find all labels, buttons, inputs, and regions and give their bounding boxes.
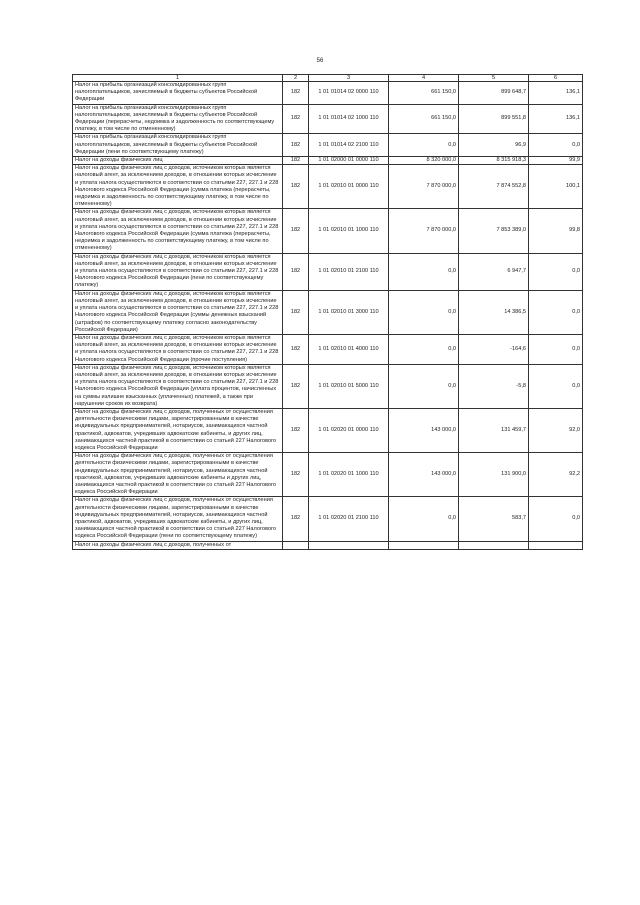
- table-row: [73, 290, 583, 334]
- row-actual-value: 899 648,7: [459, 82, 529, 105]
- table-row: [73, 134, 583, 157]
- row-actual-value: 131 900,0: [459, 453, 529, 497]
- row-percent-value: 100,1: [529, 165, 583, 209]
- row-name: Налог на доходы физических лиц с доходов, источником которых является налоговый агент, за исключением доходов, в отношении которых исчисление и уплата налога осуществляются в соответствии со статьями 227, 227.1 и 228 Налогового кодекса Российской Федерации (суммы денежных взысканий (штрафов) по соответствующему платежу согласно законодательству Российской Федерации): [73, 290, 283, 334]
- row-percent-value: 0,0: [529, 334, 583, 364]
- row-percent-value: 0,0: [529, 364, 583, 408]
- table-row: [73, 104, 583, 134]
- row-admin-code: 182: [283, 82, 309, 105]
- table-row: [73, 209, 583, 253]
- row-admin-code: [283, 541, 309, 549]
- table-row: [73, 82, 583, 105]
- row-plan-value: 7 870 000,0: [389, 209, 459, 253]
- row-budget-code: 1 01 02000 01 0000 110: [309, 157, 389, 165]
- row-budget-code: [309, 541, 389, 549]
- row-budget-code: 1 01 02020 01 1000 110: [309, 453, 389, 497]
- row-admin-code: 182: [283, 209, 309, 253]
- row-percent-value: 99,9: [529, 157, 583, 165]
- row-name: Налог на доходы физических лиц с доходов, источником которых является налоговый агент, за исключением доходов, в отношении которых исчисление и уплата налога осуществляются в соответствии со статьями 227, 227.1 и 228 Налогового кодекса Российской Федерации (сумма платежа (перерасчеты, недоимка и задолженность по соответствующему платежу, в том числе по отмененному): [73, 209, 283, 253]
- column-header: 5: [459, 75, 529, 82]
- row-plan-value: 661 150,0: [389, 104, 459, 134]
- row-name: Налог на доходы физических лиц с доходов, полученных от осуществления деятельности физическими лицами, зарегистрированными в качестве индивидуальных предпринимателей, нотариусов, занимающихся частной практикой, адвокатов, учредивших адвокатские кабинеты и других лиц, занимающихся частной практикой в соответствии со статьей 227 Налогового кодекса Российской Федерации: [73, 453, 283, 497]
- row-admin-code: 182: [283, 497, 309, 541]
- row-name: Налог на доходы физических лиц с доходов, источником которых является налоговый агент, за исключением доходов, в отношении которых исчисление и уплата налога осуществляются в соответствии со статьями 227, 227.1 и 228 Налогового кодекса Российской Федерации (пени по соответствующему платежу): [73, 253, 283, 290]
- row-admin-code: 182: [283, 165, 309, 209]
- row-percent-value: 136,1: [529, 104, 583, 134]
- row-actual-value: -164,6: [459, 334, 529, 364]
- table-row: [73, 364, 583, 408]
- row-budget-code: 1 01 02010 01 1000 110: [309, 209, 389, 253]
- row-actual-value: 8 315 918,3: [459, 157, 529, 165]
- row-percent-value: [529, 541, 583, 549]
- row-budget-code: 1 01 02010 01 4000 110: [309, 334, 389, 364]
- row-name: Налог на прибыль организаций консолидированных групп налогоплательщиков, зачисляемый в бюджеты субъектов Российской Федерации (пени по соответствующему платежу): [73, 134, 283, 157]
- table-row: [73, 334, 583, 364]
- row-name: Налог на доходы физических лиц с доходов, полученных от осуществления деятельности физическими лицами, зарегистрированными в качестве индивидуальных предпринимателей, нотариусов, занимающихся частной практикой, адвокатов, учредивших адвокатские кабинеты, и других лиц, занимающихся частной практикой в соответствии со статьей 227 Налогового кодекса Российской Федерации: [73, 408, 283, 452]
- row-budget-code: 1 01 02010 01 2100 110: [309, 253, 389, 290]
- row-plan-value: 0,0: [389, 134, 459, 157]
- column-header: 1: [73, 75, 283, 82]
- row-actual-value: 7 853 389,0: [459, 209, 529, 253]
- column-header: 4: [389, 75, 459, 82]
- row-percent-value: 0,0: [529, 290, 583, 334]
- row-name: Налог на доходы физических лиц с доходов, источником которых является налоговый агент, за исключением доходов, в отношении которых исчисление и уплата налога осуществляются в соответствии со статьями 227, 227.1 и 228 Налогового кодекса Российской Федерации (сумма платежа (перерасчеты, недоимка и задолженность по соответствующему платежу, в том числе по отмененному): [73, 165, 283, 209]
- column-header: 2: [283, 75, 309, 82]
- row-plan-value: [389, 541, 459, 549]
- table-row: [73, 165, 583, 209]
- row-admin-code: 182: [283, 104, 309, 134]
- revenue-table: [72, 74, 583, 550]
- column-header: 6: [529, 75, 583, 82]
- row-plan-value: 7 870 000,0: [389, 165, 459, 209]
- row-actual-value: -5,8: [459, 364, 529, 408]
- row-actual-value: 899 551,8: [459, 104, 529, 134]
- row-admin-code: 182: [283, 157, 309, 165]
- table-row: [73, 157, 583, 165]
- row-plan-value: 8 320 000,0: [389, 157, 459, 165]
- table-row: [73, 408, 583, 452]
- row-name: Налог на прибыль организаций консолидированных групп налогоплательщиков, зачисляемый в бюджеты субъектов Российской Федерации: [73, 82, 283, 105]
- row-actual-value: 14 386,5: [459, 290, 529, 334]
- table-row: [73, 497, 583, 541]
- row-actual-value: [459, 541, 529, 549]
- row-admin-code: 182: [283, 364, 309, 408]
- row-percent-value: 0,0: [529, 497, 583, 541]
- row-plan-value: 0,0: [389, 497, 459, 541]
- row-budget-code: 1 01 02020 01 2100 110: [309, 497, 389, 541]
- column-header: 3: [309, 75, 389, 82]
- row-budget-code: 1 01 02010 01 5000 110: [309, 364, 389, 408]
- row-budget-code: 1 01 01014 02 0000 110: [309, 82, 389, 105]
- row-plan-value: 0,0: [389, 364, 459, 408]
- row-admin-code: 182: [283, 408, 309, 452]
- row-actual-value: 583,7: [459, 497, 529, 541]
- row-plan-value: 0,0: [389, 253, 459, 290]
- row-plan-value: 0,0: [389, 334, 459, 364]
- row-percent-value: 92,0: [529, 408, 583, 452]
- page-number: 56: [316, 58, 324, 64]
- row-budget-code: 1 01 01014 02 1000 110: [309, 104, 389, 134]
- table-row: [73, 253, 583, 290]
- row-name: Налог на доходы физических лиц с доходов, источником которых является налоговый агент, за исключением доходов, в отношении которых исчисление и уплата налога осуществляются в соответствии со статьями 227, 227.1 и 228 Налогового кодекса Российской Федерации (прочие поступления): [73, 334, 283, 364]
- row-percent-value: 99,8: [529, 209, 583, 253]
- row-percent-value: 0,0: [529, 134, 583, 157]
- row-plan-value: 143 000,0: [389, 453, 459, 497]
- table-row: [73, 453, 583, 497]
- row-admin-code: 182: [283, 453, 309, 497]
- row-name: Налог на прибыль организаций консолидированных групп налогоплательщиков, зачисляемый в бюджеты субъектов Российской Федерации (перерасчеты, недоимка и задолженность по соответствующему платежу, в том числе по отмененному): [73, 104, 283, 134]
- row-budget-code: 1 01 01014 02 2100 110: [309, 134, 389, 157]
- row-percent-value: 136,1: [529, 82, 583, 105]
- column-number-row: [73, 75, 583, 82]
- row-actual-value: 96,9: [459, 134, 529, 157]
- row-name: Налог на доходы физических лиц: [73, 157, 283, 165]
- row-admin-code: 182: [283, 290, 309, 334]
- row-actual-value: 131 459,7: [459, 408, 529, 452]
- table-row: [73, 541, 583, 549]
- row-plan-value: 143 000,0: [389, 408, 459, 452]
- row-budget-code: 1 01 02010 01 0000 110: [309, 165, 389, 209]
- row-actual-value: 6 947,7: [459, 253, 529, 290]
- row-actual-value: 7 874 552,8: [459, 165, 529, 209]
- row-name: Налог на доходы физических лиц с доходов, полученных от: [73, 541, 283, 549]
- row-percent-value: 0,0: [529, 253, 583, 290]
- row-name: Налог на доходы физических лиц с доходов, полученных от осуществления деятельности физическими лицами, зарегистрированными в качестве индивидуальных предпринимателей, нотариусов, занимающихся частной практикой, адвокатов, учредивших адвокатские кабинеты, и других лиц, занимающихся частной практикой в соответствии со статьей 227 Налогового кодекса Российской Федерации (пени по соответствующему платежу): [73, 497, 283, 541]
- row-percent-value: 92,2: [529, 453, 583, 497]
- row-plan-value: 0,0: [389, 290, 459, 334]
- row-admin-code: 182: [283, 253, 309, 290]
- row-plan-value: 661 150,0: [389, 82, 459, 105]
- row-budget-code: 1 01 02020 01 0000 110: [309, 408, 389, 452]
- row-admin-code: 182: [283, 334, 309, 364]
- row-name: Налог на доходы физических лиц с доходов, источником которых является налоговый агент, за исключением доходов, в отношении которых исчисление и уплата налога осуществляются в соответствии со статьями 227, 227.1 и 228 Налогового кодекса Российской Федерации (уплата процентов, начисленных на суммы излишне взысканных (уплаченных) платежей, а также при нарушении сроков их возврата): [73, 364, 283, 408]
- row-budget-code: 1 01 02010 01 3000 110: [309, 290, 389, 334]
- row-admin-code: 182: [283, 134, 309, 157]
